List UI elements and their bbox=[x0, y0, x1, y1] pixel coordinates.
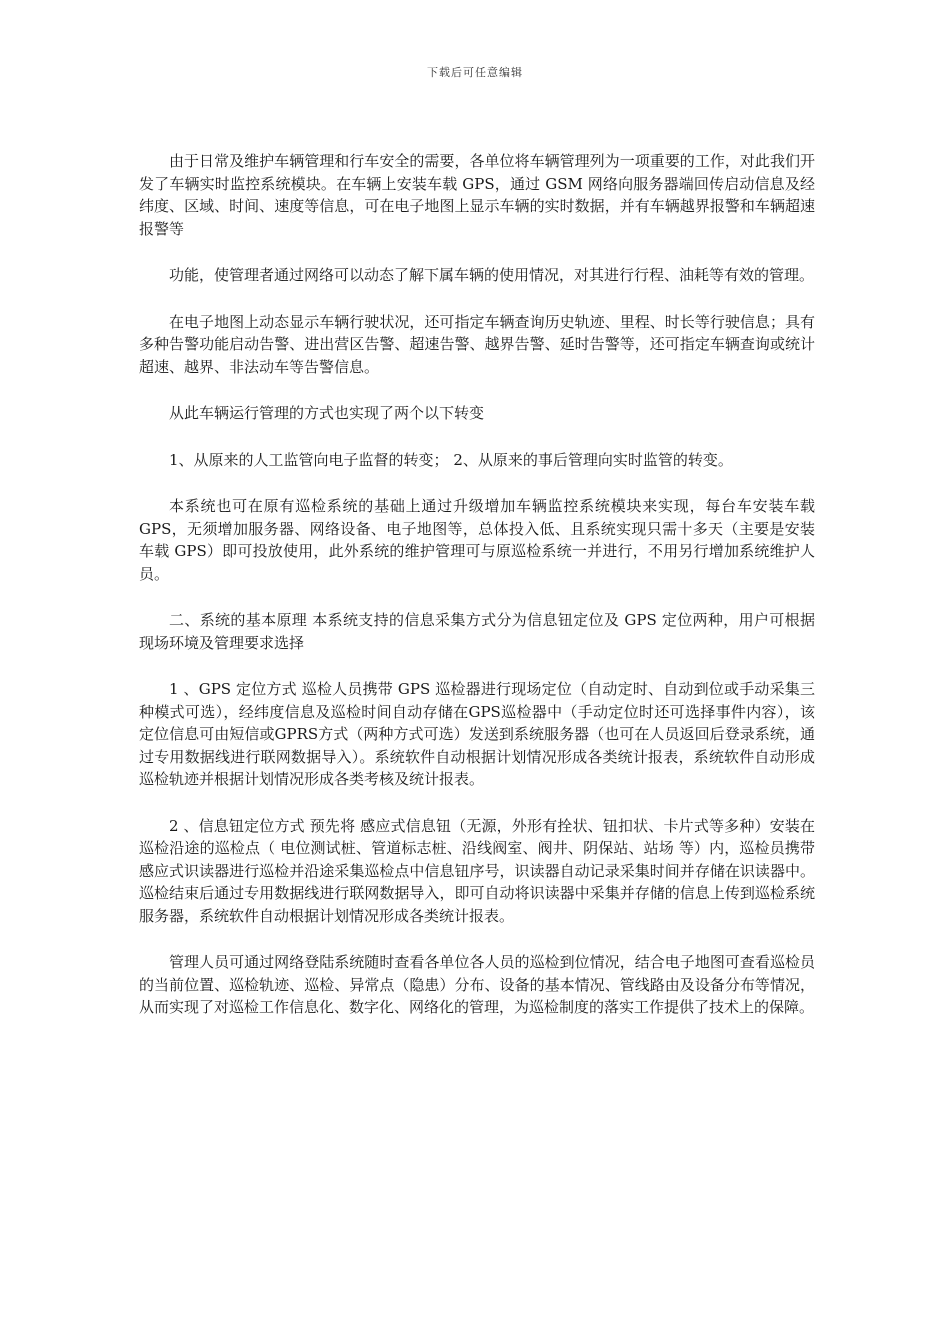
paragraph-upgrade: 本系统也可在原有巡检系统的基础上通过升级增加车辆监控系统模块来实现，每台车安装车载 GPS，无须增加服务器、网络设备、电子地图等，总体投入低、且系统实现只需十多天（主要是安装车载 GPS）即可投放使用，此外系统的维护管理可与原巡检系统一并进行，不用另行增加系统维护人员。 bbox=[139, 497, 815, 583]
paragraph-vehicle-management: 由于日常及维护车辆管理和行车安全的需要，各单位将车辆管理列为一项重要的工作，对此我们开发了车辆实时监控系统模块。在车辆上安装车载 GPS，通过 GSM 网络向服务器端回传启动信息及经纬度、区域、时间、速度等信息，可在电子地图上显示车辆的实时数据，并有车辆越界报警和车辆超速报警等 bbox=[139, 152, 815, 238]
paragraph-gps-mode: 1 、GPS 定位方式 巡检人员携带 GPS 巡检器进行现场定位（自动定时、自动到位或手动采集三种模式可选），经纬度信息及巡检时间自动存储在GPS巡检器中（手动定位时还可选择事件内容），该定位信息可由短信或GPRS方式（两种方式可选）发送到系统服务器（也可在人员返回后登录系统，通过专用数据线进行联网数据导入）。系统软件自动根据计划情况形成各类统计报表，系统软件自动形成巡检轨迹并根据计划情况形成各类考核及统计报表。 bbox=[139, 680, 815, 788]
paragraph-principle: 二、系统的基本原理 本系统支持的信息采集方式分为信息钮定位及 GPS 定位两种，用户可根据现场环境及管理要求选择 bbox=[139, 611, 815, 652]
page-header: 下载后可任意编辑 bbox=[427, 66, 523, 79]
paragraph-map-display: 在电子地图上动态显示车辆行驶状况，还可指定车辆查询历史轨迹、里程、时长等行驶信息；具有多种告警功能启动告警、进出营区告警、超速告警、越界告警、延时告警等，还可指定车辆查询或统计超速、越界、非法动车等告警信息。 bbox=[139, 312, 815, 376]
paragraph-transition-intro: 从此车辆运行管理的方式也实现了两个以下转变 bbox=[169, 404, 485, 422]
paragraph-transitions: 1、从原来的人工监管向电子监督的转变； 2、从原来的事后管理向实时监管的转变。 bbox=[169, 450, 733, 469]
document-body bbox=[139, 150, 815, 1043]
paragraph-button-mode: 2 、信息钮定位方式 预先将 感应式信息钮（无源，外形有拴状、钮扣状、卡片式等多种）安装在巡检沿途的巡检点（ 电位测试桩、管道标志桩、沿线阀室、阀井、阴保站、站场 等）内，巡检员携带 感应式识读器进行巡检并沿途采集巡检点中信息钮序号，识读器自动记录采集时间并存储在识读器中。巡检结束后通过专用数据线进行联网数据导入，即可自动将识读器中采集并存储的信息上传到巡检系统服务器，系统软件自动根据计划情况形成各类统计报表。 bbox=[139, 816, 815, 925]
paragraph-functions: 功能，使管理者通过网络可以动态了解下属车辆的使用情况，对其进行行程、油耗等有效的管理。 bbox=[169, 266, 815, 284]
paragraph-management: 管理人员可通过网络登陆系统随时查看各单位各人员的巡检到位情况，结合电子地图可查看巡检员的当前位置、巡检轨迹、巡检、异常点（隐患）分布、设备的基本情况、管线路由及设备分布等情况，从而实现了对巡检工作信息化、数字化、网络化的管理，为巡检制度的落实工作提供了技术上的保障。 bbox=[139, 953, 815, 1016]
